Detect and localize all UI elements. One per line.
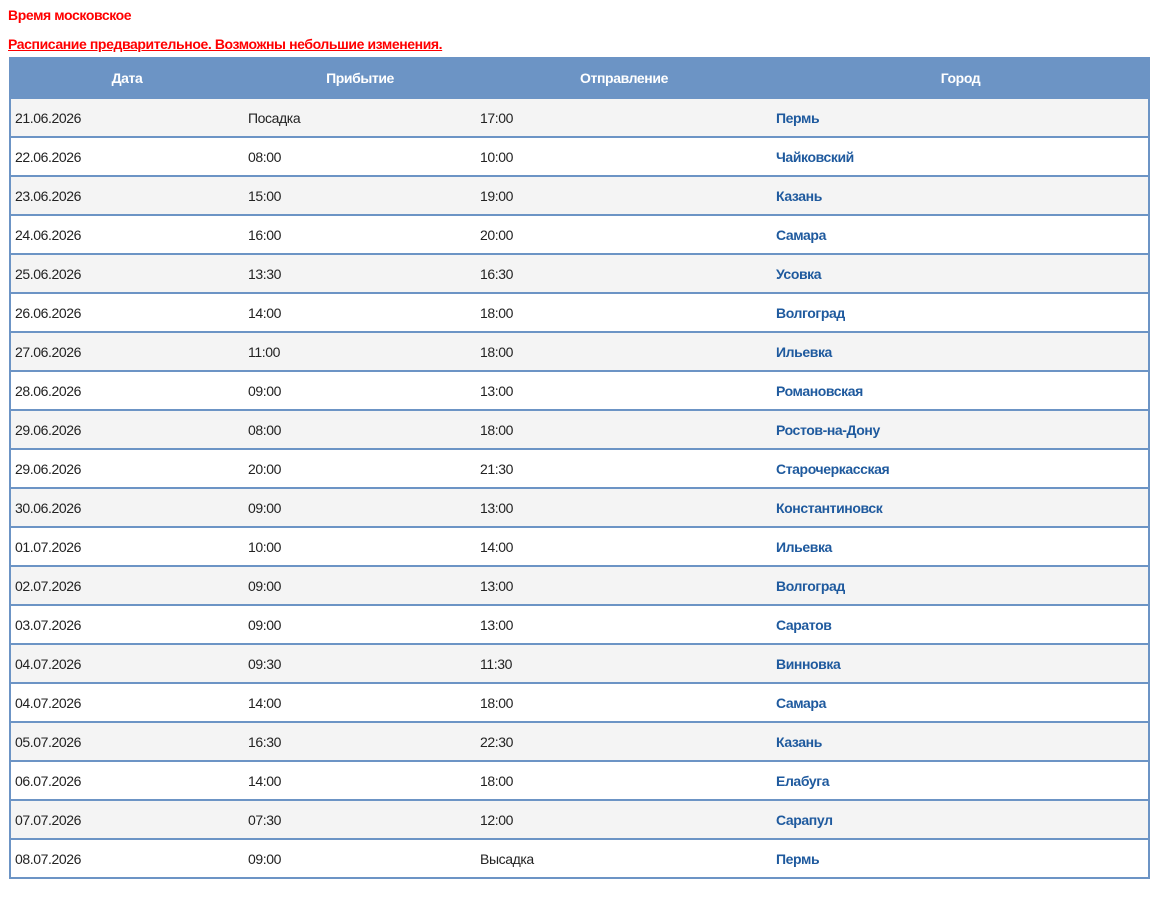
- city-link[interactable]: Романовская: [776, 382, 863, 399]
- cell-city: [772, 761, 1149, 800]
- table-row: [10, 605, 1149, 644]
- cell-city: [772, 800, 1149, 839]
- cell-city: [772, 566, 1149, 605]
- cell-departure: 11:30: [476, 644, 772, 683]
- cell-date: 26.06.2026: [10, 293, 244, 332]
- cell-date: 29.06.2026: [10, 449, 244, 488]
- city-link[interactable]: Ильевка: [776, 343, 832, 360]
- cell-date: 25.06.2026: [10, 254, 244, 293]
- cell-arrival: 11:00: [244, 332, 476, 371]
- cell-departure: 12:00: [476, 800, 772, 839]
- city-link[interactable]: Самара: [776, 694, 826, 711]
- city-link[interactable]: Константиновск: [776, 499, 883, 516]
- timezone-notice: Время московское: [8, 7, 132, 23]
- table-row: [10, 332, 1149, 371]
- cell-date: 29.06.2026: [10, 410, 244, 449]
- city-link[interactable]: Усовка: [776, 265, 822, 282]
- cell-city: [772, 527, 1149, 566]
- cell-departure: 17:00: [476, 98, 772, 137]
- cell-arrival: 07:30: [244, 800, 476, 839]
- cell-departure: 18:00: [476, 293, 772, 332]
- table-body: [10, 98, 1149, 878]
- cell-date: 05.07.2026: [10, 722, 244, 761]
- table-header-row: [10, 58, 1149, 98]
- city-link[interactable]: Сарапул: [776, 811, 833, 828]
- column-header-departure: Отправление: [476, 58, 772, 98]
- table-row: [10, 566, 1149, 605]
- cell-city: [772, 410, 1149, 449]
- cell-departure: 13:00: [476, 605, 772, 644]
- cell-city: [772, 839, 1149, 878]
- city-link[interactable]: Волгоград: [776, 577, 845, 594]
- cell-city: [772, 488, 1149, 527]
- city-link[interactable]: Старочеркасская: [776, 460, 890, 477]
- cell-date: 22.06.2026: [10, 137, 244, 176]
- cell-date: 23.06.2026: [10, 176, 244, 215]
- cell-departure: 18:00: [476, 410, 772, 449]
- schedule-disclaimer-link[interactable]: Расписание предварительное. Возможны небольшие изменения.: [8, 36, 443, 52]
- cell-arrival: 14:00: [244, 761, 476, 800]
- cell-departure: 13:00: [476, 488, 772, 527]
- cell-arrival: 16:00: [244, 215, 476, 254]
- city-link[interactable]: Ростов-на-Дону: [776, 421, 880, 438]
- cruise-schedule-table: [9, 57, 1150, 879]
- cell-arrival: 10:00: [244, 527, 476, 566]
- cell-arrival: 09:00: [244, 839, 476, 878]
- cell-departure: 13:00: [476, 371, 772, 410]
- cell-city: [772, 332, 1149, 371]
- cell-date: 27.06.2026: [10, 332, 244, 371]
- cell-departure: 22:30: [476, 722, 772, 761]
- table-row: [10, 722, 1149, 761]
- table-row: [10, 800, 1149, 839]
- cell-date: 30.06.2026: [10, 488, 244, 527]
- city-link[interactable]: Винновка: [776, 655, 841, 672]
- cell-arrival: 14:00: [244, 293, 476, 332]
- cell-date: 02.07.2026: [10, 566, 244, 605]
- cell-departure: 10:00: [476, 137, 772, 176]
- table-row: [10, 410, 1149, 449]
- cell-departure: 18:00: [476, 332, 772, 371]
- table-row: [10, 449, 1149, 488]
- city-link[interactable]: Самара: [776, 226, 826, 243]
- city-link[interactable]: Елабуга: [776, 772, 830, 789]
- table-row: [10, 215, 1149, 254]
- table-row: [10, 293, 1149, 332]
- city-link[interactable]: Ильевка: [776, 538, 832, 555]
- cell-arrival: Посадка: [244, 98, 476, 137]
- cell-arrival: 14:00: [244, 683, 476, 722]
- table-row: [10, 839, 1149, 878]
- cell-date: 04.07.2026: [10, 644, 244, 683]
- table-row: [10, 176, 1149, 215]
- cell-date: 21.06.2026: [10, 98, 244, 137]
- cell-date: 06.07.2026: [10, 761, 244, 800]
- cell-city: [772, 644, 1149, 683]
- cell-arrival: 09:00: [244, 605, 476, 644]
- column-header-city: Город: [772, 58, 1149, 98]
- cell-departure: 21:30: [476, 449, 772, 488]
- table-row: [10, 254, 1149, 293]
- cell-date: 01.07.2026: [10, 527, 244, 566]
- cell-departure: Высадка: [476, 839, 772, 878]
- cell-city: [772, 215, 1149, 254]
- cell-arrival: 16:30: [244, 722, 476, 761]
- city-link[interactable]: Казань: [776, 187, 822, 204]
- cell-departure: 19:00: [476, 176, 772, 215]
- cell-departure: 16:30: [476, 254, 772, 293]
- cell-city: [772, 605, 1149, 644]
- cell-city: [772, 254, 1149, 293]
- cell-date: 24.06.2026: [10, 215, 244, 254]
- cell-departure: 18:00: [476, 683, 772, 722]
- cell-arrival: 08:00: [244, 410, 476, 449]
- table-row: [10, 488, 1149, 527]
- cell-date: 03.07.2026: [10, 605, 244, 644]
- cell-city: [772, 683, 1149, 722]
- cell-arrival: 09:00: [244, 566, 476, 605]
- city-link[interactable]: Пермь: [776, 850, 820, 867]
- cell-arrival: 08:00: [244, 137, 476, 176]
- table-row: [10, 761, 1149, 800]
- cell-arrival: 09:00: [244, 488, 476, 527]
- column-header-arrival: Прибытие: [244, 58, 476, 98]
- table-row: [10, 527, 1149, 566]
- cell-city: [772, 98, 1149, 137]
- table-row: [10, 644, 1149, 683]
- city-link[interactable]: Чайковский: [776, 148, 854, 165]
- table-row: [10, 683, 1149, 722]
- column-header-date: Дата: [10, 58, 244, 98]
- cell-departure: 18:00: [476, 761, 772, 800]
- city-link[interactable]: Пермь: [776, 109, 820, 126]
- cell-arrival: 09:00: [244, 371, 476, 410]
- cell-date: 08.07.2026: [10, 839, 244, 878]
- city-link[interactable]: Саратов: [776, 616, 832, 633]
- cell-date: 28.06.2026: [10, 371, 244, 410]
- cell-date: 07.07.2026: [10, 800, 244, 839]
- cell-arrival: 13:30: [244, 254, 476, 293]
- city-link[interactable]: Казань: [776, 733, 822, 750]
- cell-city: [772, 137, 1149, 176]
- cell-city: [772, 176, 1149, 215]
- cell-arrival: 15:00: [244, 176, 476, 215]
- table-row: [10, 98, 1149, 137]
- cell-arrival: 09:30: [244, 644, 476, 683]
- cell-city: [772, 722, 1149, 761]
- cell-city: [772, 449, 1149, 488]
- cell-departure: 14:00: [476, 527, 772, 566]
- table-row: [10, 137, 1149, 176]
- cell-arrival: 20:00: [244, 449, 476, 488]
- table-row: [10, 371, 1149, 410]
- cell-departure: 13:00: [476, 566, 772, 605]
- cell-city: [772, 293, 1149, 332]
- city-link[interactable]: Волгоград: [776, 304, 845, 321]
- cell-date: 04.07.2026: [10, 683, 244, 722]
- cell-departure: 20:00: [476, 215, 772, 254]
- cell-city: [772, 371, 1149, 410]
